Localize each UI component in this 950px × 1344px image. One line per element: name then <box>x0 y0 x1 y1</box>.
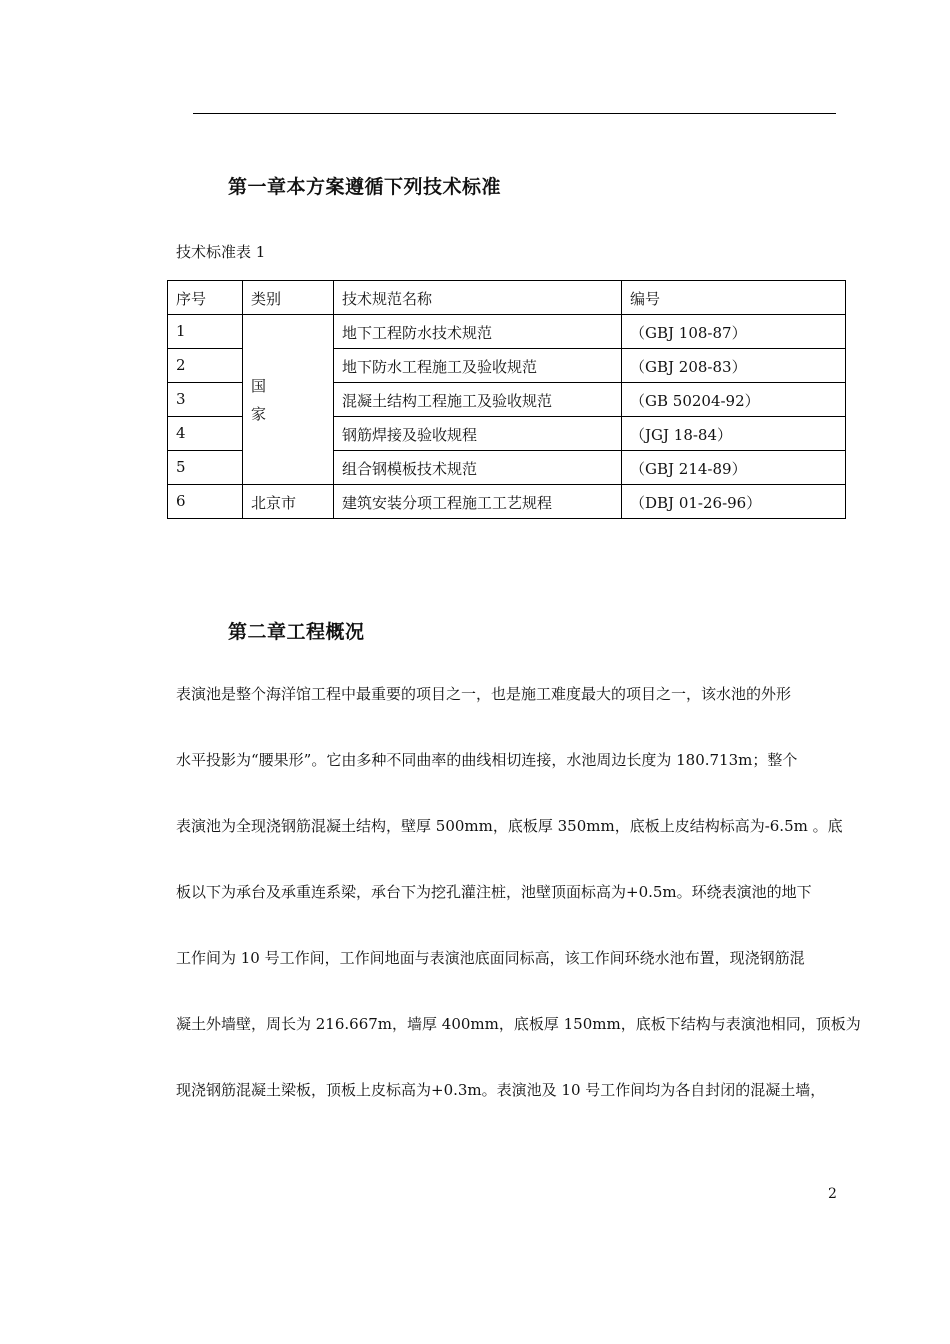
standards-table <box>167 280 846 519</box>
standard-code: （JGJ 18-84） <box>622 417 846 451</box>
row-number: 5 <box>168 451 243 485</box>
row-number: 4 <box>168 417 243 451</box>
row-number: 2 <box>168 349 243 383</box>
paragraph-line: 工作间为 10 号工作间，工作间地面与表演池底面同标高，该工作间环绕水池布置，现浇钢筋混 <box>176 949 805 967</box>
standard-name: 组合钢模板技术规范 <box>334 451 622 485</box>
paragraph-line: 表演池为全现浇钢筋混凝土结构，壁厚 500mm，底板厚 350mm，底板上皮结构标高为-6.5m 。底 <box>176 817 843 835</box>
standard-code: （GBJ 208-83） <box>622 349 846 383</box>
standard-code: （GB 50204-92） <box>622 383 846 417</box>
project-overview-paragraph <box>176 661 861 1123</box>
header-cell: 编号 <box>622 281 846 315</box>
chapter-2-title: 第二章工程概况 <box>228 621 365 643</box>
standard-name: 钢筋焊接及验收规程 <box>334 417 622 451</box>
paragraph-line: 表演池是整个海洋馆工程中最重要的项目之一，也是施工难度最大的项目之一，该水池的外形 <box>176 685 792 703</box>
category-cell <box>243 315 334 485</box>
category-label: 国家 <box>251 376 267 423</box>
table-caption: 技术标准表 1 <box>176 243 266 261</box>
row-number: 3 <box>168 383 243 417</box>
table-row <box>168 315 846 349</box>
table-header-row <box>168 281 846 315</box>
row-number: 6 <box>168 485 243 519</box>
standard-code: （DBJ 01-26-96） <box>622 485 846 519</box>
paragraph-line: 现浇钢筋混凝土梁板，顶板上皮标高为+0.3m。表演池及 10 号工作间均为各自封闭的混凝土墙， <box>176 1081 826 1099</box>
paragraph-line: 凝土外墙壁，周长为 216.667m，墙厚 400mm，底板厚 150mm，底板下结构与表演池相同，顶板为 <box>176 1015 861 1033</box>
standard-name: 混凝土结构工程施工及验收规范 <box>334 383 622 417</box>
standard-code: （GBJ 108-87） <box>622 315 846 349</box>
header-rule <box>193 113 836 114</box>
standard-code: （GBJ 214-89） <box>622 451 846 485</box>
standard-name: 地下防水工程施工及验收规范 <box>334 349 622 383</box>
standard-name: 建筑安装分项工程施工工艺规程 <box>334 485 622 519</box>
row-number: 1 <box>168 315 243 349</box>
header-cell: 类别 <box>243 281 334 315</box>
page-number: 2 <box>828 1186 837 1202</box>
category-cell: 北京市 <box>243 485 334 519</box>
paragraph-line: 水平投影为“腰果形”。它由多种不同曲率的曲线相切连接，水池周边长度为 180.713m；整个 <box>176 751 798 769</box>
table-row <box>168 485 846 519</box>
header-cell: 序号 <box>168 281 243 315</box>
standard-name: 地下工程防水技术规范 <box>334 315 622 349</box>
header-cell: 技术规范名称 <box>334 281 622 315</box>
paragraph-line: 板以下为承台及承重连系梁，承台下为挖孔灌注桩，池壁顶面标高为+0.5m。环绕表演池的地下 <box>176 883 812 901</box>
chapter-1-title: 第一章本方案遵循下列技术标准 <box>228 176 502 198</box>
